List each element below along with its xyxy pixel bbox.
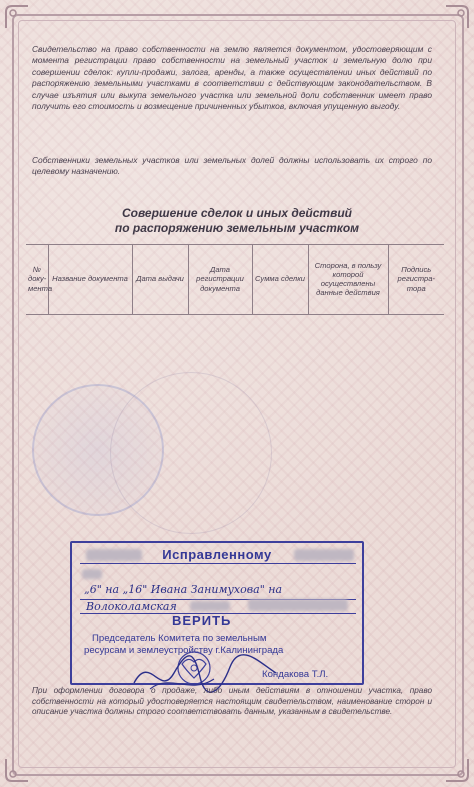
guilloche-rosette-icon — [110, 372, 272, 534]
column-doc-number: № доку- мента — [26, 244, 48, 315]
stamp-title: Исправленному — [162, 547, 272, 562]
table-header-row — [26, 244, 444, 315]
corner-ornament-icon — [444, 757, 470, 783]
intro-paragraph: Свидетельство на право собственности на землю является документом, удостоверяющим с момента регистрации право собственности на земельный участок и земельную долю при совершении сделок: купли-продажи, залога, аренды, а также осуществлении иных действий по распоряжению земельными участками в соответствии с действующим законодательством. В случае изъятия или выкупа земельного участка или земельной доли собственник имеет право получить его стоимость и возмещение причиненных убытков, включая упущенную выгоду. — [32, 44, 432, 112]
corner-ornament-icon — [4, 4, 30, 30]
footer-paragraph: При оформлении договора о продаже, либо иным действиям в отношении участка, право собственности на который удостоверяется настоящим свидетельством, наименование сторон и описание участка должны строго соответствовать данным, указанным в свидетельстве. — [32, 686, 432, 717]
column-beneficiary-party: Сторона, в пользу которой осуществлены данные действия — [308, 244, 388, 315]
redacted-text — [294, 549, 354, 561]
stamp-position-line2: ресурсам и землеустройству г.Калининграда — [84, 645, 284, 656]
deals-table — [26, 244, 444, 315]
redacted-text — [82, 569, 102, 579]
usage-paragraph: Собственники земельных участков или земельных долей должны использовать их строго по целевому назначению. — [32, 155, 432, 177]
handwritten-line2: Волоколамская — [86, 600, 177, 613]
corner-ornament-icon — [444, 4, 470, 30]
verit-label: ВЕРИТЬ — [172, 613, 232, 628]
column-registrar-signature: Подпись регистра- тора — [388, 244, 444, 315]
redacted-text — [86, 549, 142, 561]
section-heading-line1: Совершение сделок и иных действий — [121, 206, 352, 220]
column-deal-amount: Сумма сделки — [252, 244, 308, 315]
stamp-position-line1: Председатель Комитета по земельным — [92, 633, 267, 644]
stamp-underline — [80, 563, 356, 564]
corner-ornament-icon — [4, 757, 30, 783]
section-heading — [40, 206, 434, 236]
correction-stamp — [70, 541, 364, 685]
handwritten-line1: „6" на „16" Ивана Занимухова" на — [84, 583, 283, 596]
redacted-text — [190, 601, 230, 611]
column-registration-date: Дата регистрации документа — [188, 244, 252, 315]
redacted-text — [248, 599, 348, 611]
section-heading-line2: по распоряжению земельным участком — [114, 221, 360, 235]
column-doc-name: Название документа — [48, 244, 132, 315]
column-issue-date: Дата выдачи — [132, 244, 188, 315]
stamp-signer-name: Кондакова Т.Л. — [262, 669, 329, 680]
